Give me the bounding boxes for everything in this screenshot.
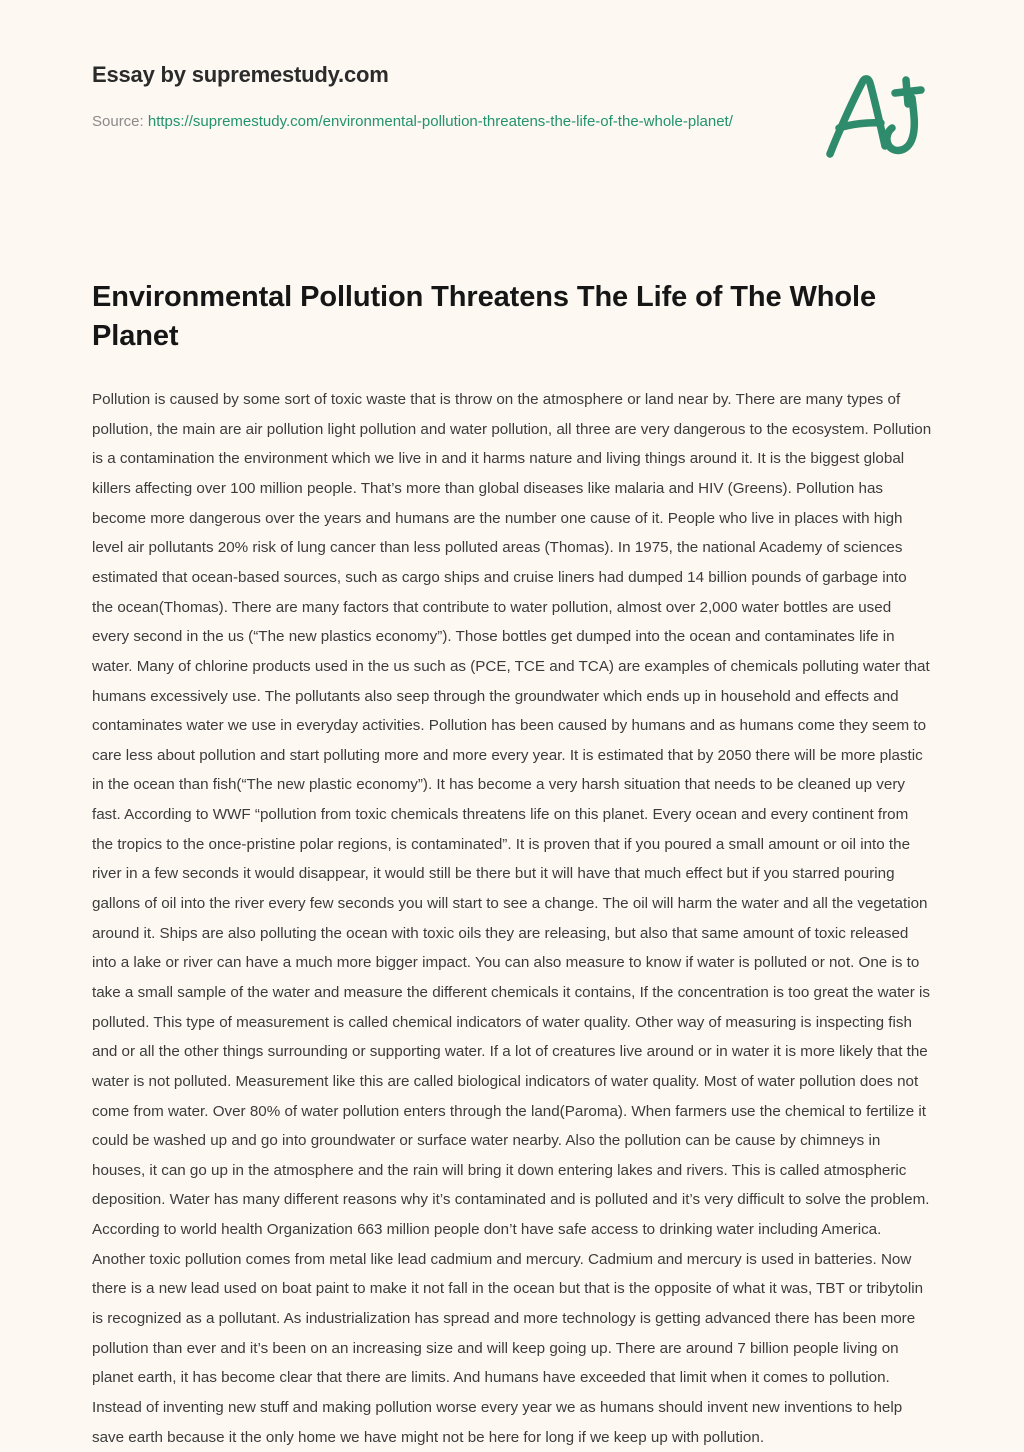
page-title: Environmental Pollution Threatens The Life of The Whole Planet (92, 281, 876, 352)
article-paragraph: Pollution is caused by some sort of toxic waste that is throw on the atmosphere or land near by. There are many types of pollution, the main are air pollution light pollution and water pollution, all three are very dangerous to the ecosystem. Pollution is a contamination the environment which we live in and it harms nature and living things around it. It is the biggest global killers affecting over 100 million people. That’s more than global diseases like malaria and HIV (Greens). Pollution has become more dangerous over the years and humans are the number one cause of it. People who live in places with high level air pollutants 20% risk of lung cancer than less polluted areas (Thomas). In 1975, the national Academy of sciences estimated that ocean-based sources, such as cargo ships and cruise liners had dumped 14 billion pounds of garbage into the ocean(Thomas). There are many factors that contribute to water pollution, almost over 2,000 water bottles are used every second in the us (“The new plastics economy”). Those bottles get dumped into the ocean and contaminates life in water. Many of chlorine products used in the us such as (PCE, TCE and TCA) are examples of chemicals polluting water that humans excessively use. The pollutants also seep through the groundwater which ends up in household and effects and contaminates water we use in everyday activities. Pollution has been caused by humans and as humans come they seem to care less about pollution and start polluting more and more every year. It is estimated that by 2050 there will be more plastic in the ocean than fish(“The new plastic economy”). It has become a very harsh situation that needs to be cleaned up very fast. According to WWF “pollution from toxic chemicals threatens life on this planet. Every ocean and every continent from the tropics to the once-pristine polar regions, is contaminated”. It is proven that if you poured a small amount or oil into the river in a few seconds it would disappear, it would still be there but it will have that much effect but if you starred pouring gallons of oil into the river every few seconds you will start to see a change. The oil will harm the water and all the vegetation around it. Ships are also polluting the ocean with toxic oils they are releasing, but also that same amount of toxic released into a lake or river can have a much more bigger impact. You can also measure to know if water is polluted or not. One is to take a small sample of the water and measure the different chemicals it contains, If the concentration is too great the water is polluted. This type of measurement is called chemical indicators of water quality. Other way of measuring is inspecting fish and or all the other things surrounding or supporting water. If a lot of creatures live around or in water it is more likely that the water is not polluted. Measurement like this are called biological indicators of water quality. Most of water pollution does not come from water. Over 80% of water pollution enters through the land(Paroma). When farmers use the chemical to fertilize it could be washed up and go into groundwater or surface water nearby. Also the pollution can be cause by chimneys in houses, it can go up in the atmosphere and the rain will bring it down entering lakes and rivers. This is called atmospheric deposition. Water has many different reasons why it’s contaminated and is polluted and it’s very difficult to solve the problem. According to world health Organization 663 million people don’t have safe access to drinking water including America. Another toxic pollution comes from metal like lead cadmium and mercury. Cadmium and mercury is used in batteries. Now there is a new lead used on boat paint to make it not fall in the ocean but that is the opposite of what it was, TBT or tribytolin is recognized as a pollutant. As industrialization has spread and more technology is getting advanced there has been more pollution than ever and it’s been on an increasing size and will keep going up. There are around 7 billion people living on planet earth, it has become clear that there are limits. And humans have exceeded that limit when it comes to pollution. Instead of inventing new stuff and making pollution worse every year we as humans should invent new inventions to help save earth because it the only home we have might not be here for long if we keep up with pollution. (92, 391, 932, 1446)
document-header (0, 0, 1024, 182)
article (0, 278, 1024, 1452)
source-url-link[interactable]: https://supremestudy.com/environmental-pollution-threatens-the-life-of-the-whole-planet/ (147, 113, 733, 131)
source-label: Source: (92, 113, 148, 131)
site-title: Essay by supremestudy.com (92, 62, 389, 87)
article-body (92, 385, 932, 1452)
source-line (92, 110, 792, 134)
